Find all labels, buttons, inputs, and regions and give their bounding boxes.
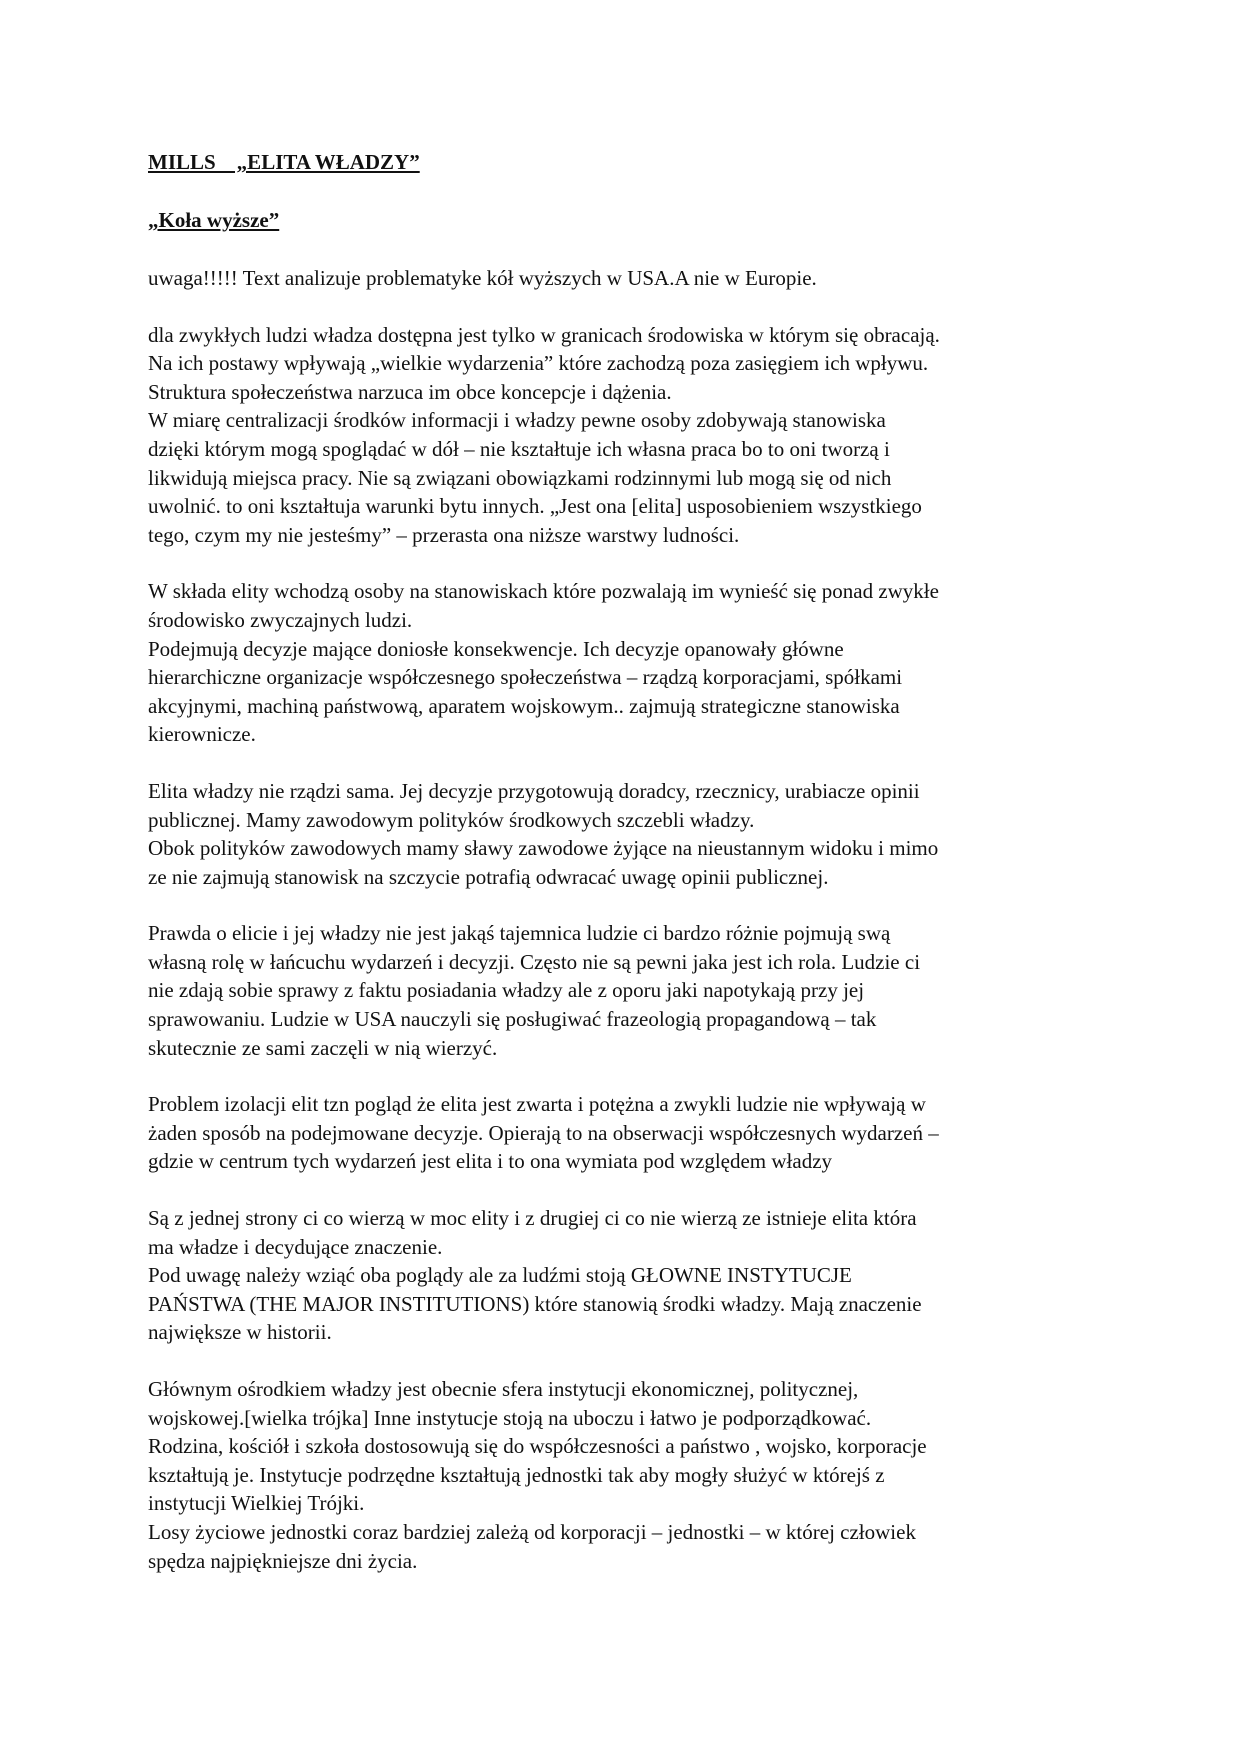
- text-line: spędza najpiękniejsze dni życia.: [148, 1548, 418, 1573]
- paragraph: [148, 577, 1098, 749]
- text-line: żaden sposób na podejmowane decyzje. Opierają to na obserwacji współczesnych wydarzeń –: [148, 1120, 939, 1145]
- text-line: gdzie w centrum tych wydarzeń jest elita i to ona wymiata pod względem władzy: [148, 1149, 833, 1174]
- text-line: Rodzina, kościół i szkoła dostosowują się do współczesności a państwo , wojsko, korporacje: [148, 1434, 927, 1459]
- text-line: sprawowaniu. Ludzie w USA nauczyli się posługiwać frazeologią propagandową – tak: [148, 1007, 877, 1032]
- text-line: publicznej. Mamy zawodowym polityków środkowych szczebli władzy.: [148, 807, 755, 832]
- text-line: uwaga!!!!! Text analizuje problematyke kół wyższych w USA.A nie w Europie.: [148, 266, 817, 290]
- text-line: środowisko zwyczajnych ludzi.: [148, 607, 413, 632]
- paragraph: [148, 1204, 1098, 1347]
- text-line: W miarę centralizacji środków informacji i władzy pewne osoby zdobywają stanowiska: [148, 408, 886, 433]
- text-line: największe w historii.: [148, 1320, 332, 1345]
- text-line: Problem izolacji elit tzn pogląd że elita jest zwarta i potężna a zwykli ludzie nie wpływają w: [148, 1092, 926, 1117]
- text-line: Na ich postawy wpływają „wielkie wydarzenia” które zachodzą poza zasięgiem ich wpływu.: [148, 351, 929, 376]
- text-line: akcyjnymi, machiną państwową, aparatem wojskowym.. zajmują strategiczne stanowiska: [148, 693, 900, 718]
- text-line: własną rolę w łańcuchu wydarzeń i decyzji. Często nie są pewni jaka jest ich rola. Ludzie ci: [148, 949, 921, 974]
- text-line: kształtują je. Instytucje podrzędne kształtują jednostki tak aby mogły służyć w którejś z: [148, 1462, 885, 1487]
- text-line: Elita władzy nie rządzi sama. Jej decyzje przygotowują doradcy, rzecznicy, urabiacze opinii: [148, 778, 920, 803]
- document-body: [148, 148, 1098, 1575]
- text-line: ma władze i decydujące znaczenie.: [148, 1234, 443, 1259]
- text-line: Struktura społeczeństwa narzuca im obce koncepcje i dążenia.: [148, 379, 672, 404]
- text-line: likwidują miejsca pracy. Nie są związani obowiązkami rodzinnymi lub mogą się od nich: [148, 465, 892, 490]
- text-line: skutecznie ze sami zaczęli w nią wierzyć.: [148, 1035, 498, 1060]
- text-line: uwolnić. to oni kształtuja warunki bytu innych. „Jest ona [elita] usposobieniem wszystkiego: [148, 494, 922, 519]
- paragraph: [148, 321, 1098, 550]
- text-line: kierownicze.: [148, 722, 256, 747]
- text-line: Podejmują decyzje mające doniosłe konsekwencje. Ich decyzje opanowały główne: [148, 636, 844, 661]
- text-line: dla zwykłych ludzi władza dostępna jest tylko w granicach środowiska w którym się obracają.: [148, 322, 940, 347]
- text-line: Głównym ośrodkiem władzy jest obecnie sfera instytucji ekonomicznej, politycznej,: [148, 1377, 859, 1401]
- text-line: Losy życiowe jednostki coraz bardziej zależą od korporacji – jednostki – w której człowiek: [148, 1519, 916, 1544]
- text-line: instytucji Wielkiej Trójki.: [148, 1491, 365, 1516]
- paragraph: [148, 919, 1098, 1062]
- text-line: PAŃSTWA (THE MAJOR INSTITUTIONS) które stanowią środki władzy. Mają znaczenie: [148, 1291, 922, 1316]
- paragraph: [148, 777, 1098, 891]
- text-line: Obok polityków zawodowych mamy sławy zawodowe żyjące na nieustannym widoku i mimo: [148, 836, 939, 861]
- paragraph: [148, 264, 1098, 293]
- text-line: tego, czym my nie jesteśmy” – przerasta ona niższe warstwy ludności.: [148, 522, 740, 547]
- text-line: dzięki którym mogą spoglądać w dół – nie kształtuje ich własna praca bo to oni tworzą i: [148, 436, 890, 461]
- text-line: Są z jednej strony ci co wierzą w moc elity i z drugiej ci co nie wierzą ze istnieje elita która: [148, 1206, 917, 1231]
- text-line: ze nie zajmują stanowisk na szczycie potrafią odwracać uwagę opinii publicznej.: [148, 864, 829, 889]
- text-line: Prawda o elicie i jej władzy nie jest jakąś tajemnica ludzie ci bardzo różnie pojmują swą: [148, 921, 891, 946]
- text-line: hierarchiczne organizacje współczesnego społeczeństwa – rządzą korporacjami, spółkami: [148, 665, 903, 690]
- text-line: W składa elity wchodzą osoby na stanowiskach które pozwalają im wynieść się ponad zwykłe: [148, 579, 939, 604]
- text-line: wojskowej.[wielka trójka] Inne instytucje stoją na uboczu i łatwo je podporządkować.: [148, 1405, 872, 1430]
- document-title: MILLS „ELITA WŁADZY”: [148, 150, 420, 174]
- paragraph: [148, 1375, 1098, 1575]
- text-line: nie zdają sobie sprawy z faktu posiadania władzy ale z oporu jaki napotykają przy jej: [148, 978, 865, 1003]
- document-subtitle: „Koła wyższe”: [148, 208, 280, 232]
- text-line: Pod uwagę należy wziąć oba poglądy ale za ludźmi stoją GŁOWNE INSTYTUCJE: [148, 1263, 852, 1288]
- paragraph: [148, 1090, 1098, 1176]
